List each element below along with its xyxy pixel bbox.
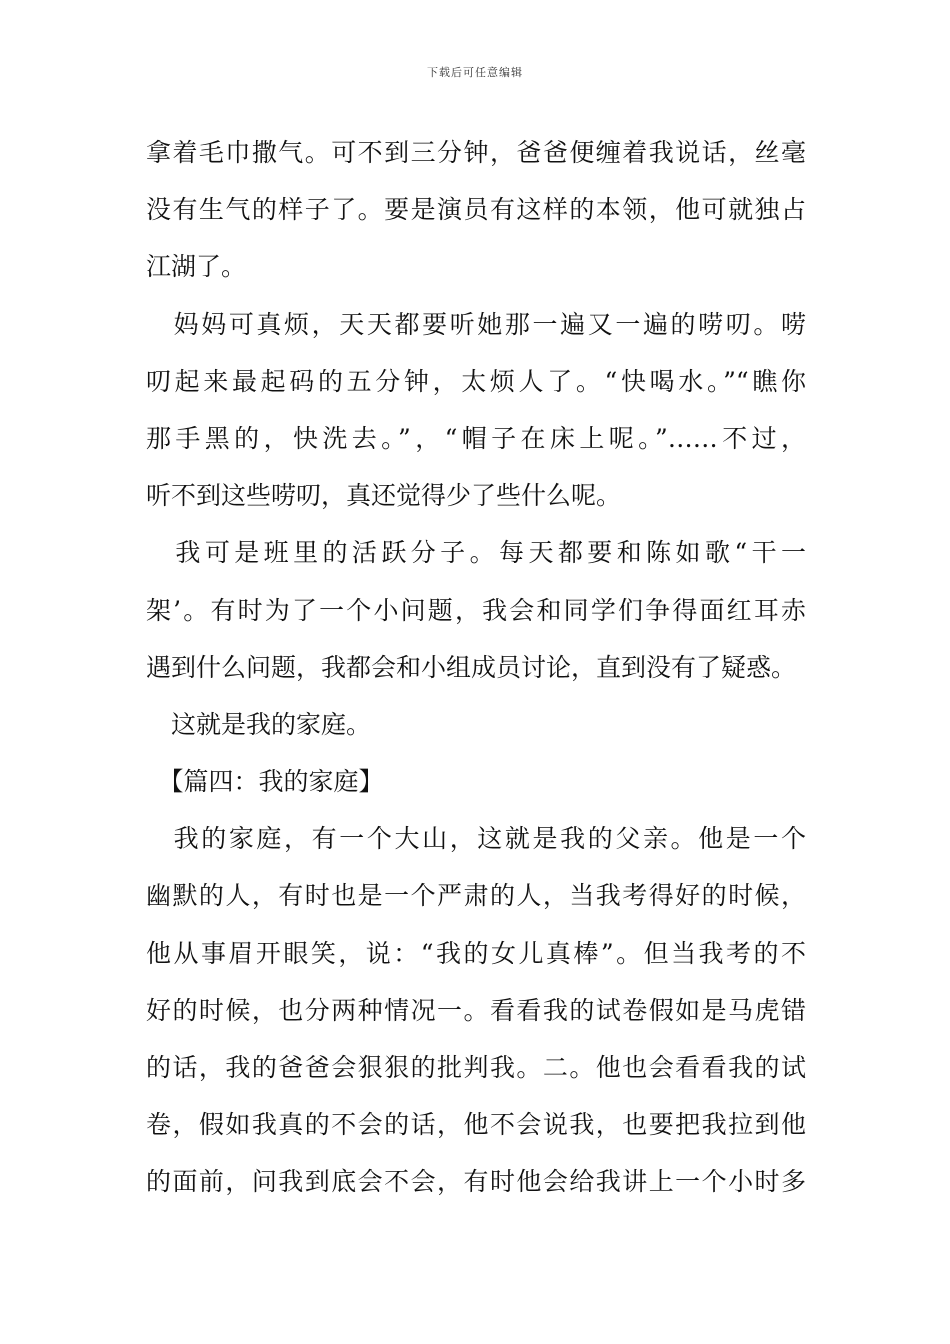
page-header: 下载后可任意编辑 [427,66,523,79]
text-line: 的面前，问我到底会不会，有时他会给我讲上一个小时多 [146,1167,806,1197]
text-line: 拿着毛巾撒气。可不到三分钟，爸爸便缠着我说话，丝毫 [146,138,806,167]
text-line: 没有生气的样子了。要是演员有这样的本领，他可就独占 [146,195,806,225]
paragraph-1 [146,128,806,300]
text-line: 幽默的人，有时也是一个严肃的人，当我考得好的时候， [146,881,806,911]
paragraph-6 [146,814,806,1214]
paragraph-4 [146,700,806,757]
text-line: 那手黑的，快洗去。”，“帽子在床上呢。”……不过， [146,423,806,453]
document-body [146,128,806,1215]
text-line: 妈妈可真烦，天天都要听她那一遍又一遍的唠叨。唠 [146,309,806,339]
text-line: 江湖了。 [146,252,247,282]
text-line: 他从事眉开眼笑，说：“我的女儿真棒”。但当我考的不 [146,938,806,968]
text-line: 的话，我的爸爸会狠狠的批判我。二。他也会看看我的试 [146,1053,806,1082]
text-line: 我可是班里的活跃分子。每天都要和陈如歌“干一 [146,538,806,568]
text-line: 卷，假如我真的不会的话，他不会说我，也要把我拉到他 [146,1110,806,1140]
section-heading [146,757,806,814]
text-line: 听不到这些唠叨，真还觉得少了些什么呢。 [146,481,622,511]
text-line: 好的时候，也分两种情况一。看看我的试卷假如是马虎错 [146,995,806,1025]
paragraph-2 [146,300,806,529]
paragraph-3 [146,528,806,700]
text-line: 遇到什么问题，我都会和小组成员讨论，直到没有了疑惑。 [146,652,797,682]
text-line: 架’。有时为了一个小问题，我会和同学们争得面红耳赤 [146,595,806,625]
text-line: 我的家庭，有一个大山，这就是我的父亲。他是一个 [146,824,806,854]
text-line: 这就是我的家庭。 [146,709,372,739]
text-line: 叨起来最起码的五分钟，太烦人了。“快喝水。”“瞧你 [146,366,806,396]
heading-line: 【篇四：我的家庭】 [146,767,384,797]
